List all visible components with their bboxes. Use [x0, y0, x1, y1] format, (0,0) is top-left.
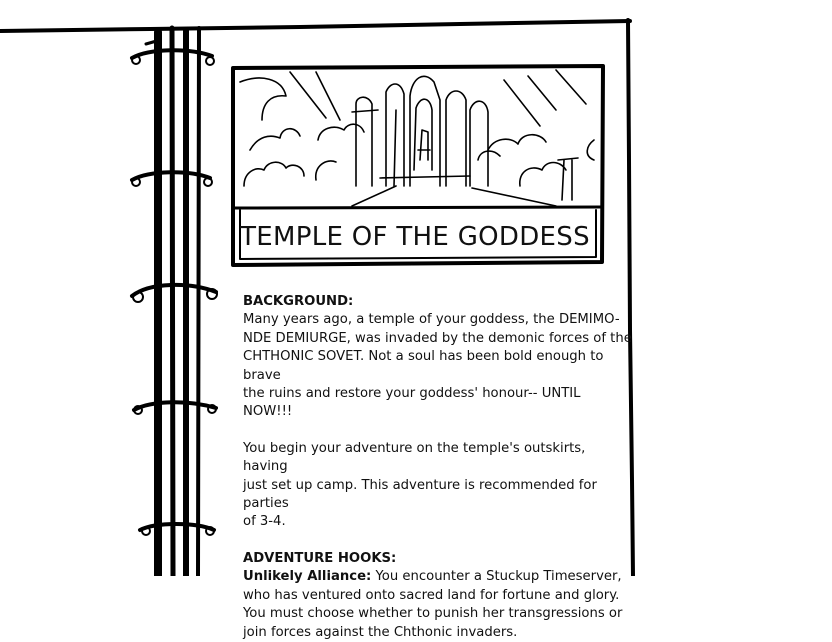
- page-title: TEMPLE OF THE GODDESS: [240, 222, 590, 252]
- page-top-edge: [0, 21, 630, 31]
- intro-line: You begin your adventure on the temple's outskirts, having: [243, 440, 586, 475]
- paragraph-gap: [243, 422, 633, 440]
- intro-line: just set up camp. This adventure is recommended for parties: [243, 477, 597, 512]
- hooks-heading: ADVENTURE HOOKS:: [243, 550, 397, 566]
- binder-spine: [146, 28, 199, 576]
- background-heading: BACKGROUND:: [243, 294, 354, 309]
- hook-line: who has ventured onto sacred land for fortune and glory.: [243, 587, 620, 603]
- background-line: NDE DEMIURGE, was invaded by the demonic forces of the: [243, 330, 632, 346]
- intro-line: of 3-4.: [243, 514, 286, 530]
- background-line: CHTHONIC SOVET. Not a soul has been bold enough to brave: [243, 349, 604, 383]
- paragraph-gap: [243, 532, 633, 550]
- hook-line: join forces against the Chthonic invaders.: [243, 624, 518, 640]
- hook-line: You must choose whether to punish her transgressions or: [243, 606, 623, 622]
- temple-illustration: [240, 70, 594, 206]
- adventure-text: [243, 293, 633, 642]
- background-line: Many years ago, a temple of your goddess, the DEMIMO-: [243, 312, 620, 328]
- hook-text: You encounter a Stuckup Timeserver,: [371, 569, 622, 585]
- hook-title: Unlikely Alliance:: [243, 569, 372, 585]
- background-line: the ruins and restore your goddess' honour-- UNTIL NOW!!!: [243, 386, 581, 420]
- hook-line: [243, 568, 633, 586]
